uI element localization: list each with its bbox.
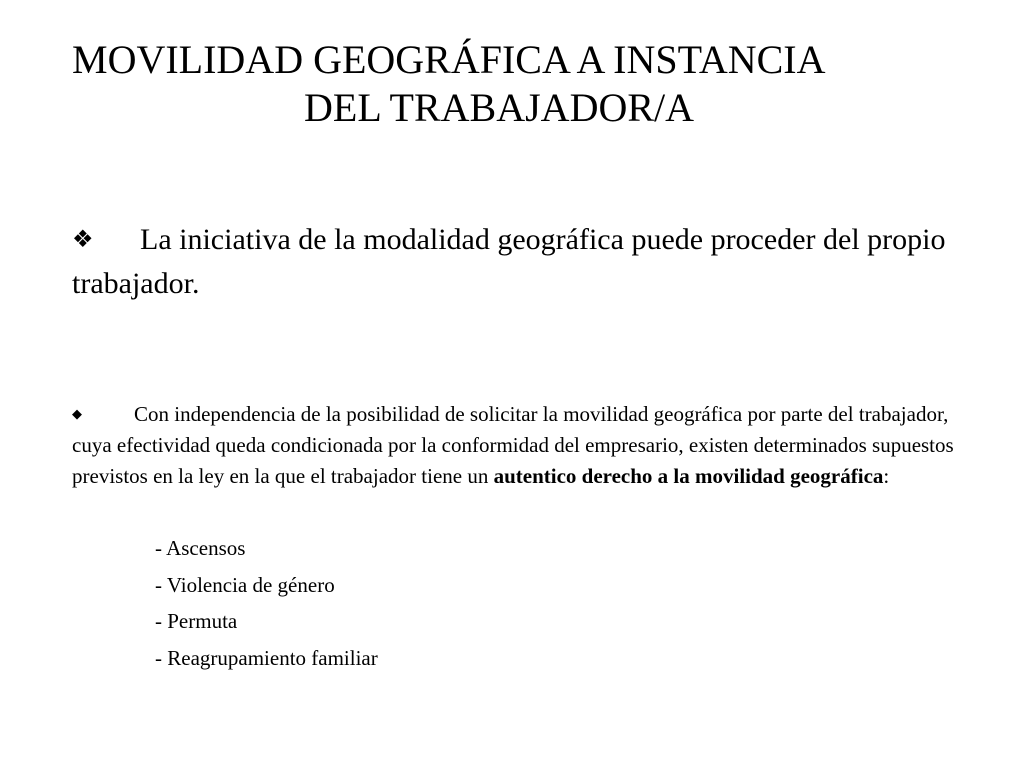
diamond-cluster-icon: ❖ <box>72 227 94 253</box>
title-line-2: DEL TRABAJADOR/A <box>304 85 695 130</box>
list-item: - Permuta <box>155 609 238 633</box>
bullet-iniciativa <box>72 218 992 305</box>
supuestos-list <box>155 530 378 676</box>
list-item: - Reagrupamiento familiar <box>155 645 378 670</box>
bullet-independencia-suffix: : <box>883 464 890 488</box>
title-line-1: MOVILIDAD GEOGRÁFICA A INSTANCIA <box>72 37 826 82</box>
bullet-independencia-text: Con independencia de la posibilidad de solicitar la movilidad geográfica por parte del trabajador, cuya efectividad queda condicionada por la conformidad del empresario, existen determinados supuestos previstos en la ley en la que el trabajador tiene un <box>72 402 954 488</box>
bullet-independencia-bold: autentico derecho a la movilidad geográfica <box>493 464 884 488</box>
bullet-iniciativa-text: La iniciativa de la modalidad geográfica puede proceder del propio trabajador. <box>72 223 946 300</box>
bullet-independencia <box>72 398 992 492</box>
list-item: - Violencia de género <box>155 572 335 597</box>
small-diamond-icon: ◆ <box>72 406 82 421</box>
list-item: - Ascensos <box>155 536 246 560</box>
slide-title <box>72 36 952 132</box>
